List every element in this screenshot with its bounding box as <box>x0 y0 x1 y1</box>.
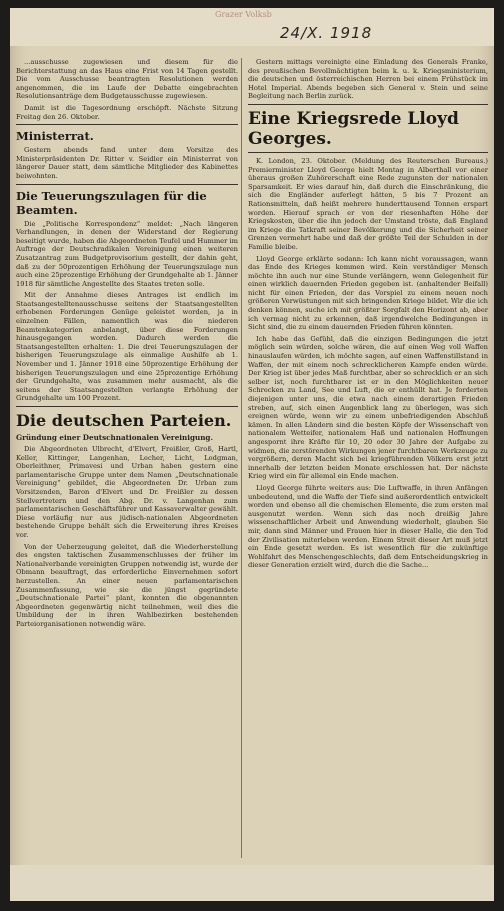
parteien-body-1: Die Abgeordneten Ulbrecht, d'Elvert, Freißler, Groß, Hartl, Keller, Kittinger, Langenhan, Lecher, Licht, Lodgman, Oberleithner, Primavesi und Urban haben gestern eine parlamentarische Gruppe unter dem Namen „Deutschnationale Vereinigung“ gebildet, die Abgeordneten Dr. Urban zum Vorsitzenden, Baron d'Elvert und Dr. Freißler zu dessen Stellvertretern und den Abg. Dr. v. Langenhan zum parlamentarischen Geschäftsführer und Kassaverwalter gewählt. Diese vorläufig nur aus jüdisch-nationalen Abgeordneten bestehende Gruppe behält sich die Erweiterung ihres Kreises vor. <box>16 445 238 539</box>
section-rule <box>16 184 238 185</box>
right-column <box>248 58 488 858</box>
kriegsrede-body-3: Ich habe das Gefühl, daß die einzigen Bedingungen die jetzt möglich sein würden, solche wären, die auf einen Weg voll Waffen hinauslaufen würden, ich möchte sagen, auf einen Waffenstillstand in Waffen, der mit einem noch schrecklicheren Kampfe enden würde. Der Krieg ist über jedes Maß furchtbar, aber so schrecklich er an sich selber ist, noch furchtbarer ist er in den Möglichkeiten neuer Schrecken zu Land, See und Luft, die er enthüllt hat. Je forderten diejenigen unter uns, die etwa nach einem derartigen Frieden streben, auf, sich einen Augenblick lang zu überlegen, was sich ereignen würde, wenn wir zu einem unbefriedigenden Abschluß kämen. In allen Ländern sind die besten Köpfe der Wissenschaft von nationalem Wetteifer, nationalem Haß und nationalen Hoffnungen angespornt ihre Kräfte für 10, 20 oder 30 Jahre der Aufgabe zu widmen, die zerstörenden Wirkungen jener furchtbaren Werkzeuge zu vergrößern, deren Macht sich bei kriegführenden Völkern erst jetzt innerhalb der letzten beiden Monate erschlossen hat. Der nächste Krieg wird ein für allemal ein Ende machen. <box>248 334 488 481</box>
handwritten-date: 24/X. 1918 <box>280 24 373 42</box>
headline-ministerrat: Ministerrat. <box>16 129 94 144</box>
left-closing-line: Damit ist die Tagesordnung erschöpft. Nächste Sitzung Freitag den 26. Oktober. <box>16 103 238 121</box>
kriegsrede-body-4: Lloyd George führte weiters aus: Die Luftwaffe, in ihren Anfängen unbedeutend, und die Waffe der Tiefe sind außerordentlich entwickelt worden und ebenso all die chemischen Elemente, die zum ersten mal ausgenutzt werden. Wenn sich das noch dreißig Jahre wissenschaftlicher Arbeit und Anwendung wiederholt, glauben Sie mir, dann sind Männer und Frauen hier in dieser Halle, die den Tod der Zivilisation miterleben werden. Einem Streit dieser Art muß jetzt ein Ende gesetzt werden. Es ist wesentlich für die zukünftige Wohlfahrt des Menschengeschlechts, daß dem Entscheidungskrieg in dieser Generation erzielt wird, durch die die Sache... <box>248 483 488 570</box>
teuerungszulagen-body-2: Mit der Annahme dieses Antrages ist endlich im Staatsangestelltenausschusse seitens der Staatsangestellten erhobenen Forderungen Genüge geleistet worden, ja in einzelnen Fällen, namentlich was die niederen Beamtenkategorien anbelangt, über diese Forderungen hinausgegangen worden. Dadurch werden die Staatsangestellten erhalten: 1. Die drei Teuerungszulagen der bisherigen Teuerungszulage als einmalige Aushilfe ab 1. November und 1. Jänner 1918 eine 50prozentige Erhöhung der bisherigen Teuerungszulagen und eine 25prozentige Erhöhung der Grundgehalte, was zusammen mehr ausmacht, als die seitens der Staatsangestellten verlangte Erhöhung der Grundgehalte um 100 Prozent. <box>16 291 238 403</box>
ministerrat-body: Gestern abends fand unter dem Vorsitze des Ministerpräsidenten Dr. Ritter v. Seidler ein Ministerrat von längerer Dauer statt, dem sämtliche Mitglieder des Kabinettes beiwohnten. <box>16 146 238 180</box>
teuerungszulagen-body-1: Die „Politische Korrespondenz“ meldet: „Nach längeren Verhandlungen, in denen der Widerstand der Regierung beseitigt wurde, haben die Abgeordneten Teufel und Hummer im Auftrage der Deutschradikalen Vereinigung einen weiteren Zusatzantrag zum Budgetprovisorium gestellt, der dahin geht, daß zu der 50prozentigen Erhöhung der Teuerungszulage nun auch eine 25prozentige Erhöhung der Grundgehalte ab 1. Jänner 1918 für sämtliche Angestellte des Staates treten solle. <box>16 219 238 288</box>
clipping-header-strip <box>10 8 494 46</box>
section-rule <box>248 152 488 153</box>
newspaper-clipping <box>10 8 494 901</box>
left-opening-paragraph: ...ausschusse zugewiesen und diesem für die Berichterstattung an das Haus eine Frist von 14 Tagen gestellt. Die vom Ausschusse beantragten Resolutionen werden angenommen, die im Laufe der Debatte eingebrachten Resolutionsanträge dem Budgetausschusse zugewiesen. <box>16 58 238 101</box>
left-column <box>16 58 238 858</box>
kriegsrede-body-1: K. London, 23. Oktober. (Meldung des Reuterschen Bureaus.) Premierminister Lloyd George hielt Montag in Alberthall vor einer überaus großen Zuhörerschaft eine Rede zugunsten der nationalen Sparsamkeit. Er wies darauf hin, daß durch die Einschränkung, die sich die Engländer auferlegt hätten, 5 bis 7 Prozent an Rationsmitteln, daß heißt mehrere hunderttausend Tonnen erspart worden. Hierauf sprach er von der riesenhaften Höhe der Kriegskosten, über die ihn jedoch der Umstand tröste, daß England im Kriege die Tatkraft seiner Bevölkerung und die Sicherheit seiner Grenzen vermehrt habe und daß der größte Teil der Schulden in der Familie bleibe. <box>248 156 488 251</box>
section-rule <box>16 124 238 125</box>
section-rule <box>248 104 488 105</box>
headline-kriegsrede-lloyd-george: Eine Kriegsrede Lloyd Georges. <box>248 108 459 149</box>
column-divider <box>241 58 242 858</box>
headline-teuerungszulagen: Die Teuerungszulagen für die Beamten. <box>16 188 207 217</box>
headline-deutsche-parteien: Die deutschen Parteien. <box>16 411 232 430</box>
kriegsrede-body-2: Lloyd George erklärte sodann: Ich kann nicht voraussagen, wann das Ende des Krieges kommen wird. Kein verständiger Mensch möchte ihn auch nur eine Stunde verlängern, wenn Gelegenheit für einen wirklich dauernden Frieden gegeben ist. (anhaltender Beifall) nicht für einen Frieden, der das Vorspiel zu einem neuen noch größeren Verwüstungen mit sich bringenden Kriege bildet. Wir die ich denken können, suche ich mit größter Sorgfalt den Horizont ab, aber ich vermag nicht zu erkennen, daß irgendwelche Bedingungen in Sicht sind, die zu einem dauernden Frieden führen könnten. <box>248 254 488 332</box>
section-rule <box>16 406 238 407</box>
subhead-deutschnationale-vereinigung: Gründung einer Deutschnationalen Vereinigung. <box>16 433 213 442</box>
right-opening-paragraph: Gestern mittags vereinigte eine Einladung des Generals Franke, des preußischen Bevollmächtigten beim k. u. k. Kriegsministerium, die deutschen und österreichischen Herren bei einem Frühstück im Hotel Imperial. Abends begeben sich General v. Stein und seine Begleitung nach Berlin zurück. <box>248 58 488 101</box>
parteien-body-2: Von der Ueberzeugung geleitet, daß die Wiederherstellung des engsten taktischen Zusammenschlusses der früher im Nationalverbande vereinigten Gruppen notwendig ist, wurde der Obmann beauftragt, das erforderliche Einvernehmen sofort herzustellen. An einer neuen parlamentarischen Zusammenfassung, wie sie die jüngst gegründete „Deutschnationale Partei“ plant, konnten die obgenannten Abgeordneten gegenwärtig nicht teilnehmen, weil dies die Umbildung der in ihren Wahlbezirken bestehenden Parteiorganisationen notwendig wäre. <box>16 542 238 628</box>
clipping-bottom-margin <box>10 865 494 901</box>
masthead-fragment: Grazer Volksb <box>215 10 272 19</box>
